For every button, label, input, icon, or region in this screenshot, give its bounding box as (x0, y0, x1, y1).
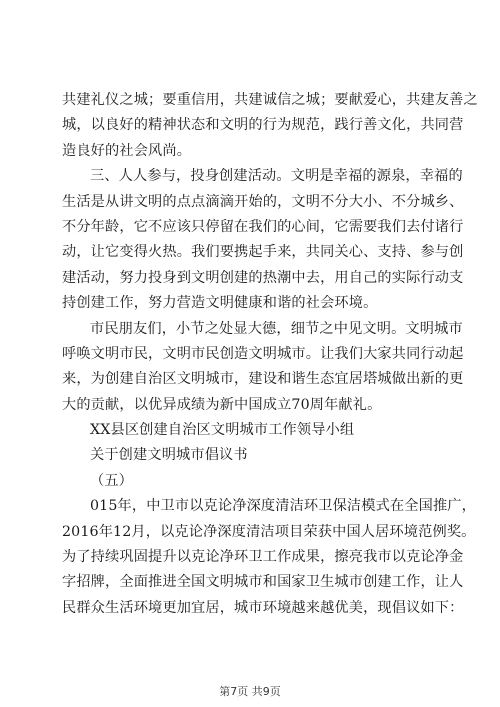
text-line: 共建礼仪之城；要重信用，共建诚信之城；要献爱心，共建友善之 (62, 92, 478, 108)
page-number-footer: 第7页 共9页 (219, 685, 281, 698)
signature-line: XX县区创建自治区文明城市工作领导小组 (90, 422, 355, 439)
document-body (62, 88, 478, 621)
text-line: 为了持续巩固提升以克论净环卫工作成果，擦亮我市以克论净金 (62, 549, 464, 566)
section-number-line: （五） (90, 472, 134, 489)
text-line: 持创建工作，努力营造文明健康和谐的社会环境。 (62, 295, 378, 312)
section-heading-line: 三、人人参与，投身创建活动。文明是幸福的源泉，幸福的 (90, 168, 463, 185)
text-line: 呼唤文明市民，文明市民创造文明城市。让我们大家共同行动起 (62, 345, 464, 362)
text-line: 来，为创建自治区文明城市，建设和谐生态宜居塔城做出新的更 (62, 371, 464, 388)
text-line: 字招牌，全面推进全国文明城市和国家卫生城市创建工作，让人 (62, 574, 464, 591)
text-line: 大的贡献，以优异成绩为新中国成立70周年献礼。 (62, 396, 382, 413)
text-line: 民群众生活环境更加宜居，城市环境越来越优美，现倡议如下： (62, 599, 464, 616)
text-line: 市民朋友们，小节之处显大德，细节之中见文明。文明城市 (90, 320, 463, 337)
text-line: 建活动，努力投身到文明创建的热潮中去，用自己的实际行动支 (62, 269, 464, 286)
text-line: 不分年龄，它不应该只停留在我们的心间，它需要我们去付诸行 (62, 218, 464, 235)
text-line: 造良好的社会风尚。 (62, 142, 192, 159)
text-line: 2016年12月，以克论净深度清洁项目荣获中国人居环境范例奖。 (62, 523, 476, 540)
document-title-line: 关于创建文明城市倡议书 (90, 447, 248, 464)
text-line: 015年，中卫市以克论净深度清洁环卫保洁模式在全国推广， (90, 498, 476, 515)
text-line: 生活是从讲文明的点点滴滴开始的，文明不分大小、不分城乡、 (62, 193, 464, 210)
text-line: 城，以良好的精神状态和文明的行为规范，践行善文化，共同营 (62, 117, 464, 134)
text-line: 动，让它变得火热。我们要携起手来，共同关心、支持、参与创 (62, 244, 464, 261)
